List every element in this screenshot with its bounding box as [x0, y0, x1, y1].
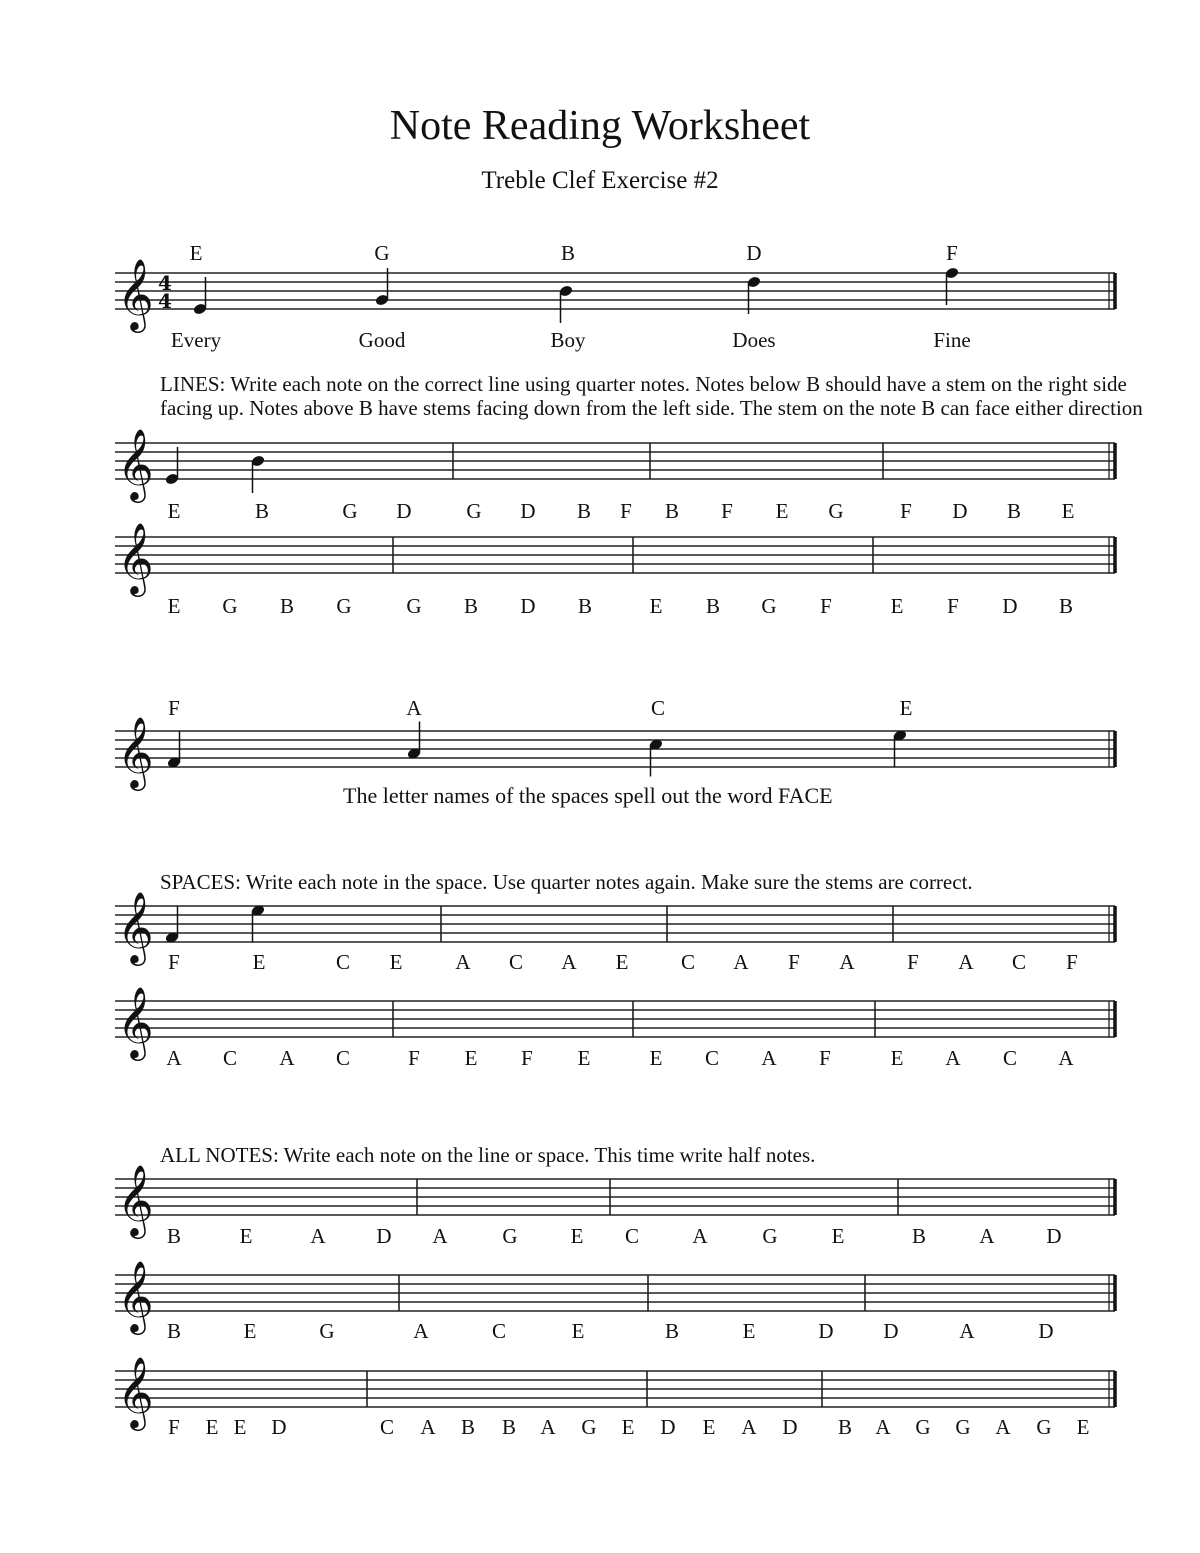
intro-line-note-3: D: [746, 241, 762, 265]
lines-row1-11: G: [828, 499, 844, 523]
all-row1-0: B: [166, 1224, 182, 1248]
treble-clef-icon: 𝄞: [117, 257, 154, 330]
all-row3-17: G: [915, 1415, 931, 1439]
lines-staff-1: [115, 427, 1115, 503]
all-row1-1: E: [239, 1224, 253, 1248]
all-row3-14: D: [782, 1415, 798, 1439]
note-example-f: [165, 906, 180, 945]
spaces-row2-11: F: [819, 1046, 831, 1070]
all-row2-0: B: [166, 1319, 182, 1343]
intro-spaces-staff: [115, 715, 1115, 791]
lines-row1-1: B: [254, 499, 270, 523]
all-row2-5: E: [571, 1319, 585, 1343]
treble-clef-icon: 𝄞: [117, 985, 154, 1058]
note-c5: [649, 738, 664, 777]
lines-row1-9: F: [721, 499, 733, 523]
spaces-row2-0: A: [166, 1046, 182, 1070]
intro-line-word-1: Good: [358, 328, 406, 352]
all-row1-7: C: [624, 1224, 640, 1248]
lines-row1-5: D: [520, 499, 536, 523]
treble-clef-icon: 𝄞: [117, 427, 154, 500]
spaces-row1-12: F: [907, 950, 919, 974]
all-row2-10: A: [959, 1319, 975, 1343]
all-row3-3: D: [271, 1415, 287, 1439]
lines-row2-2: B: [279, 594, 295, 618]
spaces-row2-7: E: [577, 1046, 591, 1070]
all-row3-8: A: [540, 1415, 556, 1439]
all-row3-16: A: [875, 1415, 891, 1439]
spaces-staff-2: [115, 985, 1115, 1061]
all-row3-9: G: [581, 1415, 597, 1439]
lines-row1-3: D: [396, 499, 412, 523]
all-row3-6: B: [460, 1415, 476, 1439]
intro-line-word-2: Boy: [550, 328, 586, 352]
spaces-row2-4: F: [408, 1046, 420, 1070]
lines-row1-13: D: [952, 499, 968, 523]
lines-instruction: LINES: Write each note on the correct line using quarter notes. Notes below B should have a stem on the right side facing up. Notes above B have stems facing down from the left side. The stem on the note B can face either direction: [160, 372, 1143, 420]
note-g4: [375, 268, 390, 307]
intro-space-note-2: C: [650, 696, 666, 720]
intro-line-note-4: F: [946, 241, 958, 265]
treble-clef-icon: 𝄞: [117, 715, 154, 788]
note-example-e: [165, 447, 180, 486]
treble-clef-icon: 𝄞: [117, 1259, 154, 1332]
lines-row2-0: E: [167, 594, 181, 618]
all-row3-5: A: [420, 1415, 436, 1439]
all-row3-4: C: [379, 1415, 395, 1439]
all-row2-4: C: [491, 1319, 507, 1343]
svg-text:4: 4: [158, 271, 172, 295]
spaces-row1-10: F: [788, 950, 800, 974]
page-subtitle: Treble Clef Exercise #2: [481, 167, 719, 194]
all-row2-1: E: [243, 1319, 257, 1343]
all-row3-21: E: [1076, 1415, 1090, 1439]
lines-row1-10: E: [775, 499, 789, 523]
lines-row2-15: B: [1058, 594, 1074, 618]
all-row3-15: B: [837, 1415, 853, 1439]
lines-row1-2: G: [342, 499, 358, 523]
lines-staff-2: [115, 521, 1115, 597]
lines-row2-10: G: [761, 594, 777, 618]
lines-row1-8: B: [664, 499, 680, 523]
all-row1-12: A: [979, 1224, 995, 1248]
spaces-row2-15: A: [1058, 1046, 1074, 1070]
spaces-row1-7: E: [615, 950, 629, 974]
spaces-row2-8: E: [649, 1046, 663, 1070]
all-row3-2: E: [233, 1415, 247, 1439]
spaces-row2-9: C: [704, 1046, 720, 1070]
all-row2-2: G: [319, 1319, 335, 1343]
all-row3-13: A: [741, 1415, 757, 1439]
treble-clef-icon: 𝄞: [117, 1163, 154, 1236]
all-row1-5: G: [502, 1224, 518, 1248]
spaces-row1-2: C: [335, 950, 351, 974]
time-signature: [158, 271, 172, 313]
spaces-row2-12: E: [890, 1046, 904, 1070]
lines-row2-1: G: [222, 594, 238, 618]
all-row3-12: E: [702, 1415, 716, 1439]
all-row2-8: D: [818, 1319, 834, 1343]
note-example-e: [251, 904, 266, 943]
all-row1-2: A: [310, 1224, 326, 1248]
all-row3-1: E: [205, 1415, 219, 1439]
spaces-row2-1: C: [222, 1046, 238, 1070]
intro-space-note-3: E: [899, 696, 913, 720]
all-row3-0: F: [168, 1415, 180, 1439]
lines-row2-4: G: [406, 594, 422, 618]
lines-row1-14: B: [1006, 499, 1022, 523]
intro-line-note-2: B: [560, 241, 576, 265]
all-row1-13: D: [1046, 1224, 1062, 1248]
all-row1-10: E: [831, 1224, 845, 1248]
lines-row1-15: E: [1061, 499, 1075, 523]
note-f5: [945, 266, 960, 305]
all-row1-11: B: [911, 1224, 927, 1248]
all-row3-18: G: [955, 1415, 971, 1439]
spaces-row2-2: A: [279, 1046, 295, 1070]
intro-space-note-0: F: [168, 696, 180, 720]
spaces-row2-6: F: [521, 1046, 533, 1070]
spaces-row2-13: A: [945, 1046, 961, 1070]
treble-clef-icon: 𝄞: [117, 890, 154, 963]
all-row2-7: E: [742, 1319, 756, 1343]
svg-text:4: 4: [158, 289, 172, 313]
intro-line-note-1: G: [374, 241, 390, 265]
all-row1-9: G: [762, 1224, 778, 1248]
intro-line-word-4: Fine: [933, 328, 971, 352]
all-row3-19: A: [995, 1415, 1011, 1439]
spaces-row2-10: A: [761, 1046, 777, 1070]
note-a4: [407, 722, 422, 761]
spaces-row1-4: A: [455, 950, 471, 974]
spaces-row2-14: C: [1002, 1046, 1018, 1070]
lines-row2-13: F: [947, 594, 959, 618]
page-title: Note Reading Worksheet: [389, 103, 811, 149]
lines-row1-6: B: [576, 499, 592, 523]
spaces-instruction: SPACES: Write each note in the space. Use quarter notes again. Make sure the stems are correct.: [160, 870, 973, 894]
lines-row2-12: E: [890, 594, 904, 618]
all-row3-20: G: [1036, 1415, 1052, 1439]
intro-lines-staff: [115, 257, 1115, 333]
all-row2-3: A: [413, 1319, 429, 1343]
treble-clef-icon: 𝄞: [117, 1355, 154, 1428]
all-row2-11: D: [1038, 1319, 1054, 1343]
note-example-b: [251, 454, 266, 493]
intro-line-word-0: Every: [170, 328, 222, 352]
intro-space-note-1: A: [406, 696, 422, 720]
spaces-row1-0: F: [168, 950, 180, 974]
all-row3-7: B: [501, 1415, 517, 1439]
spaces-row2-3: C: [335, 1046, 351, 1070]
spaces-row1-1: E: [252, 950, 266, 974]
spaces-row1-15: F: [1066, 950, 1078, 974]
spaces-row1-13: A: [958, 950, 974, 974]
lines-row2-11: F: [820, 594, 832, 618]
all-row3-11: D: [660, 1415, 676, 1439]
all-notes-instruction: ALL NOTES: Write each note on the line or space. This time write half notes.: [160, 1143, 816, 1167]
all-staff-1: [115, 1163, 1115, 1239]
lines-row2-3: G: [336, 594, 352, 618]
all-row2-9: D: [883, 1319, 899, 1343]
all-row1-8: A: [692, 1224, 708, 1248]
all-row1-3: D: [376, 1224, 392, 1248]
spaces-row1-14: C: [1011, 950, 1027, 974]
spaces-row1-5: C: [508, 950, 524, 974]
all-row1-6: E: [570, 1224, 584, 1248]
note-d5: [747, 275, 762, 314]
lines-row2-9: B: [705, 594, 721, 618]
spaces-row1-3: E: [389, 950, 403, 974]
lines-row1-4: G: [466, 499, 482, 523]
note-b4: [559, 284, 574, 323]
spaces-row1-11: A: [839, 950, 855, 974]
all-row3-10: E: [621, 1415, 635, 1439]
spaces-row2-5: E: [464, 1046, 478, 1070]
spaces-row1-9: A: [733, 950, 749, 974]
intro-line-note-0: E: [189, 241, 203, 265]
lines-row2-14: D: [1002, 594, 1018, 618]
spaces-row1-6: A: [561, 950, 577, 974]
lines-row1-12: F: [900, 499, 912, 523]
all-row1-4: A: [432, 1224, 448, 1248]
note-f4: [167, 731, 182, 770]
lines-row2-8: E: [649, 594, 663, 618]
lines-row2-6: D: [520, 594, 536, 618]
lines-row1-0: E: [167, 499, 181, 523]
spaces-row1-8: C: [680, 950, 696, 974]
face-caption: The letter names of the spaces spell out the word FACE: [343, 783, 833, 808]
intro-line-word-3: Does: [732, 328, 776, 352]
all-row2-6: B: [664, 1319, 680, 1343]
note-e5: [893, 729, 908, 768]
lines-row2-7: B: [577, 594, 593, 618]
treble-clef-icon: 𝄞: [117, 521, 154, 594]
note-e4: [193, 277, 208, 316]
lines-row2-5: B: [463, 594, 479, 618]
lines-row1-7: F: [620, 499, 632, 523]
